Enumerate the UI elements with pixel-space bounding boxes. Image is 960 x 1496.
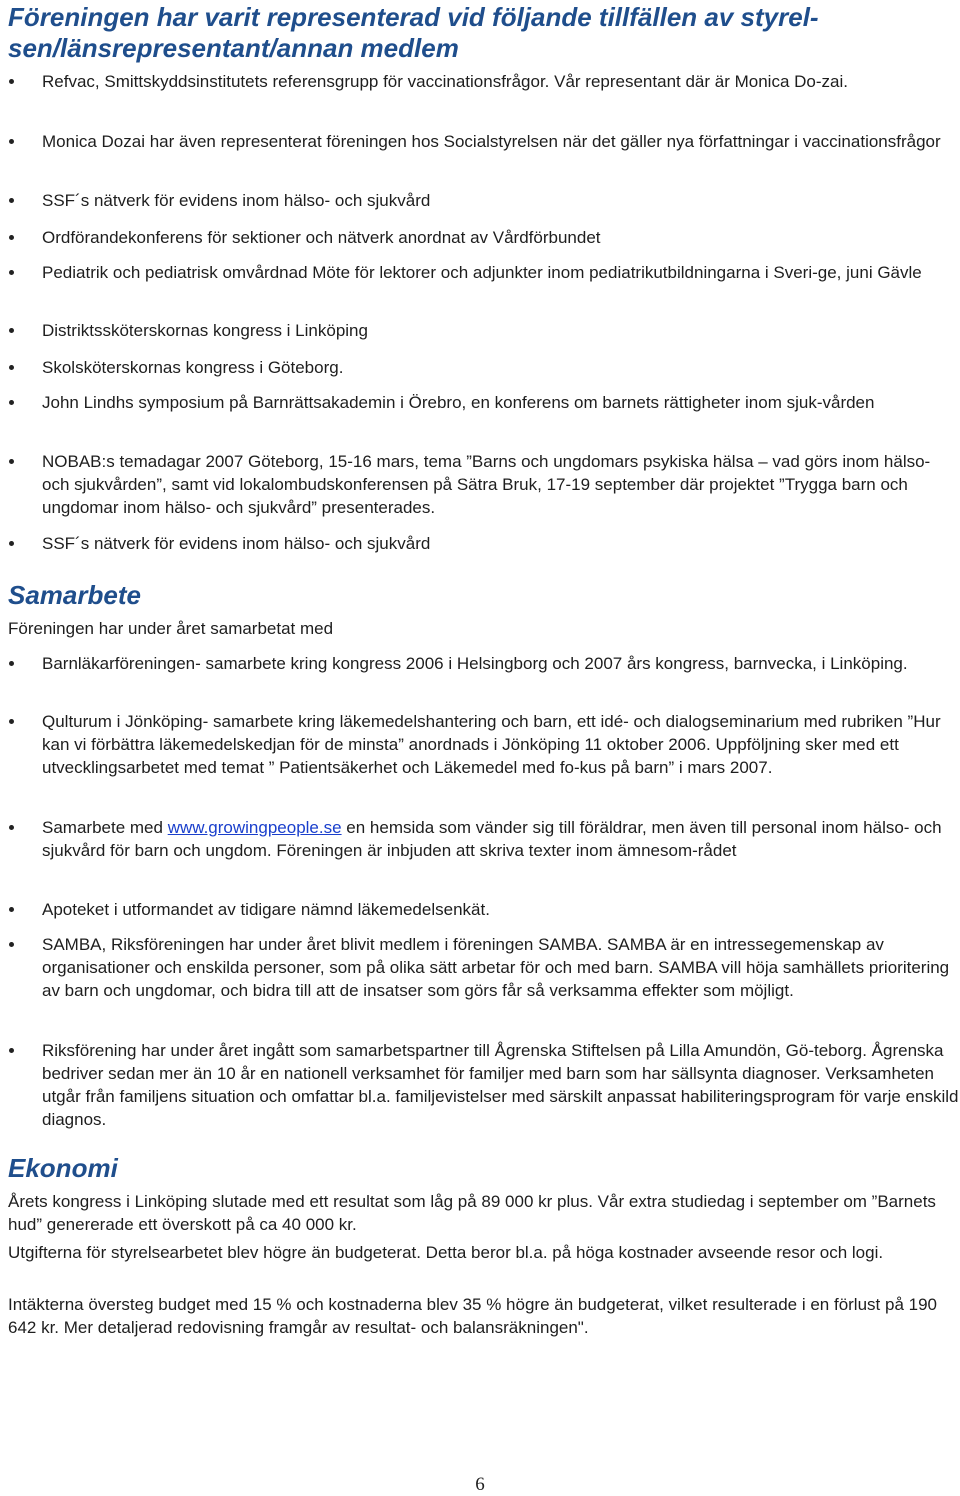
list-item: Distriktssköterskornas kongress i Linköping bbox=[0, 319, 960, 342]
list-item: Pediatrik och pediatrisk omvårdnad Möte för lektorer och adjunkter inom pediatrikutbildningarna i Sveri-ge, juni Gävle bbox=[0, 261, 960, 284]
ekonomi-paragraph: Utgifterna för styrelsearbetet blev högre än budgeterat. Detta beror bl.a. på höga kostnader avseende resor och logi. bbox=[8, 1243, 884, 1262]
list-item: SSF´s nätverk för evidens inom hälso- och sjukvård bbox=[0, 532, 960, 555]
growingpeople-link[interactable]: www.growingpeople.se bbox=[167, 818, 342, 837]
list-item-growingpeople bbox=[0, 816, 960, 862]
list-item: SAMBA, Riksföreningen har under året blivit medlem i föreningen SAMBA. SAMBA är en intressegemenskap av organisationer och enskilda personer, som på olika sätt arbetar för och med barn. SAMBA vill höja samhällets prioritering av barn och ungdomar, och bidra till att de insatser som görs får så verksamma effekter som möjligt. bbox=[0, 933, 960, 1002]
list-item: Apoteket i utformandet av tidigare nämnd läkemedelsenkät. bbox=[0, 898, 960, 921]
page-number: 6 bbox=[475, 1474, 485, 1495]
heading-line-2: sen/länsrepresentant/annan medlem bbox=[8, 33, 459, 63]
list-item: NOBAB:s temadagar 2007 Göteborg, 15-16 mars, tema ”Barns och ungdomars psykiska hälsa – vad görs inom hälso- och sjukvården”, samt vid lokalombudskonferensen på Sätra Bruk, 17-19 september där projektet ”Trygga barn och ungdomar inom hälso- och sjukvård” presenterades. bbox=[0, 450, 960, 519]
list-item: Monica Dozai har även representerat föreningen hos Socialstyrelsen när det gäller nya författningar i vaccinationsfrågor bbox=[0, 130, 960, 153]
list-item: Barnläkarföreningen- samarbete kring kongress 2006 i Helsingborg och 2007 års kongress, barnvecka, i Linköping. bbox=[0, 652, 960, 675]
item-text-after: en hemsida som vänder sig till föräldrar, men även till personal inom hälso- och sjukvård för barn och ungdom. Föreningen är inbjuden att skriva texter inom ämnesom-rådet bbox=[42, 818, 942, 860]
list-item: Skolsköterskornas kongress i Göteborg. bbox=[0, 356, 960, 379]
list-item: Ordförandekonferens för sektioner och nätverk anordnat av Vårdförbundet bbox=[0, 226, 960, 249]
section-heading-samarbete: Samarbete bbox=[8, 580, 141, 610]
list-item: John Lindhs symposium på Barnrättsakademin i Örebro, en konferens om barnets rättigheter inom sjuk-vården bbox=[0, 391, 960, 414]
heading-line-1: Föreningen har varit representerad vid följande tillfällen av styrel- bbox=[8, 2, 819, 32]
list-item: SSF´s nätverk för evidens inom hälso- och sjukvård bbox=[0, 189, 960, 212]
list-item: Qulturum i Jönköping- samarbete kring läkemedelshantering och barn, ett idé- och dialogseminarium med rubriken ”Hur kan vi förbättra läkemedelskedjan för de minsta” anordnads i Jönköping 11 oktober 2006. Uppföljning sker med ett utvecklingsarbetet med temat ” Patientsäkerhet och Läkemedel med fo-kus på barn” i mars 2007. bbox=[0, 710, 960, 779]
section-heading-representation bbox=[8, 2, 819, 64]
ekonomi-paragraph: Årets kongress i Linköping slutade med ett resultat som låg på 89 000 kr plus. Vår extra studiedag i september om ”Barnets hud” genererade ett överskott på ca 40 000 kr. bbox=[8, 1192, 936, 1234]
list-item: Refvac, Smittskyddsinstitutets referensgrupp för vaccinationsfrågor. Vår representant där är Monica Do-zai. bbox=[0, 70, 960, 93]
samarbete-intro: Föreningen har under året samarbetat med bbox=[8, 619, 334, 638]
section-heading-ekonomi: Ekonomi bbox=[8, 1153, 118, 1183]
list-item: Riksförening har under året ingått som samarbetspartner till Ågrenska Stiftelsen på Lilla Amundön, Gö-teborg. Ågrenska bedriver sedan mer än 10 år en nationell verksamhet för familjer med barn som har sällsynta diagnoser. Verksamheten utgår från familjens situation och omfattar bl.a. familjevistelser med särskilt anpassat habiliteringsprogram för varje enskild diagnos. bbox=[0, 1039, 960, 1131]
item-text-before: Samarbete med bbox=[42, 818, 168, 837]
ekonomi-paragraph: Intäkterna översteg budget med 15 % och kostnaderna blev 35 % högre än budgeterat, vilket resulterade i en förlust på 190 642 kr. Mer detaljerad redovisning framgår av resultat- och balansräkningen". bbox=[8, 1295, 937, 1337]
